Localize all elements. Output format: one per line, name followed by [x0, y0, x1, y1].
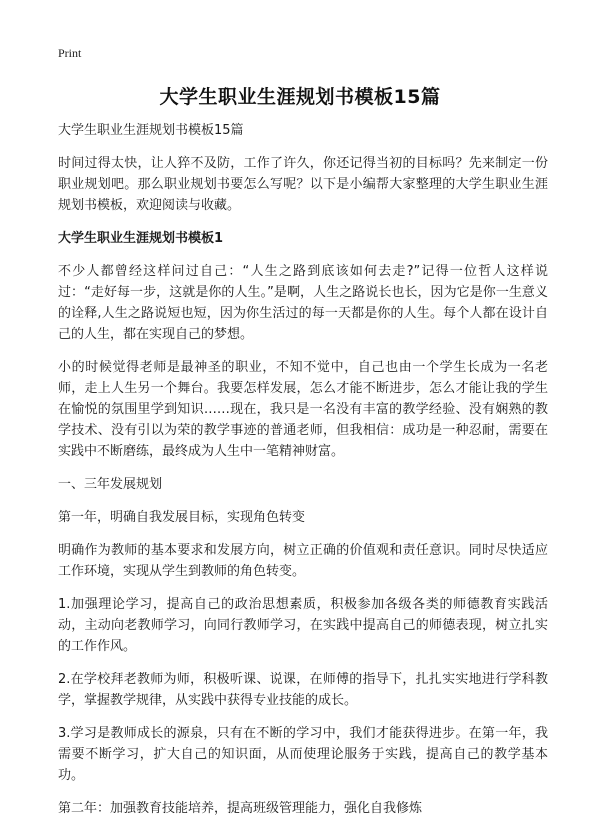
- body-paragraph: 小的时候觉得老师是最神圣的职业，不知不觉中，自己也由一个学生长成为一名老师，走上人生另一个舞台。我要怎样发展，怎么才能不断进步，怎么才能让我的学生在愉悦的氛围里学到知识……现在，我只是一名没有丰富的教学经验、没有娴熟的教学技术、没有引以为荣的教学事迹的普通老师，但我相信：成功是一种忍耐，需要在实践中不断磨练，最终成为人生中一笔精神财富。: [58, 360, 548, 459]
- document-body: [58, 120, 548, 831]
- subtitle-paragraph: 大学生职业生涯规划书模板15篇: [58, 123, 244, 138]
- section-heading: 大学生职业生涯规划书模板1: [58, 231, 224, 246]
- list-item: 3.学习是教师成长的源泉，只有在不断的学习中，我们才能获得进步。在第一年，我需要不断学习，扩大自己的知识面，从而使理论服务于实践，提高自己的教学基本功。: [58, 726, 548, 783]
- body-paragraph: 明确作为教师的基本要求和发展方向，树立正确的价值观和责任意识。同时尽快适应工作环境，实现从学生到教师的角色转变。: [58, 543, 548, 579]
- intro-paragraph: 时间过得太快，让人猝不及防，工作了许久，你还记得当初的目标吗？先来制定一份职业规划吧。那么职业规划书要怎么写呢？以下是小编帮大家整理的大学生职业生涯规划书模板，欢迎阅读与收藏。: [58, 156, 548, 213]
- plan-heading: 一、三年发展规划: [58, 477, 163, 492]
- list-item: 2.在学校拜老教师为师，积极听课、说课，在师傅的指导下，扎扎实实地进行学科教学，掌握教学规律，从实践中获得专业技能的成长。: [58, 672, 548, 708]
- year-two-heading: 第二年：加强教育技能培养，提高班级管理能力，强化自我修炼: [58, 801, 423, 816]
- document-title: 大学生职业生涯规划书模板15篇: [159, 86, 441, 108]
- print-link[interactable]: Print: [58, 46, 82, 60]
- list-item: 1.加强理论学习，提高自己的政治思想素质，积极参加各级各类的师德教育实践活动，主动向老教师学习，向同行教师学习，在实践中提高自己的师德表现，树立扎实的工作作风。: [58, 597, 548, 654]
- body-paragraph: 不少人都曾经这样问过自己：“人生之路到底该如何去走?”记得一位哲人这样说过：“走好每一步，这就是你的人生。”是啊，人生之路说长也长，因为它是你一生意义的诠释,人生之路说短也短，因为你生活过的每一天都是你的人生。每个人都在设计自己的人生，都在实现自己的梦想。: [58, 264, 548, 342]
- year-one-heading: 第一年，明确自我发展目标，实现角色转变: [58, 510, 306, 525]
